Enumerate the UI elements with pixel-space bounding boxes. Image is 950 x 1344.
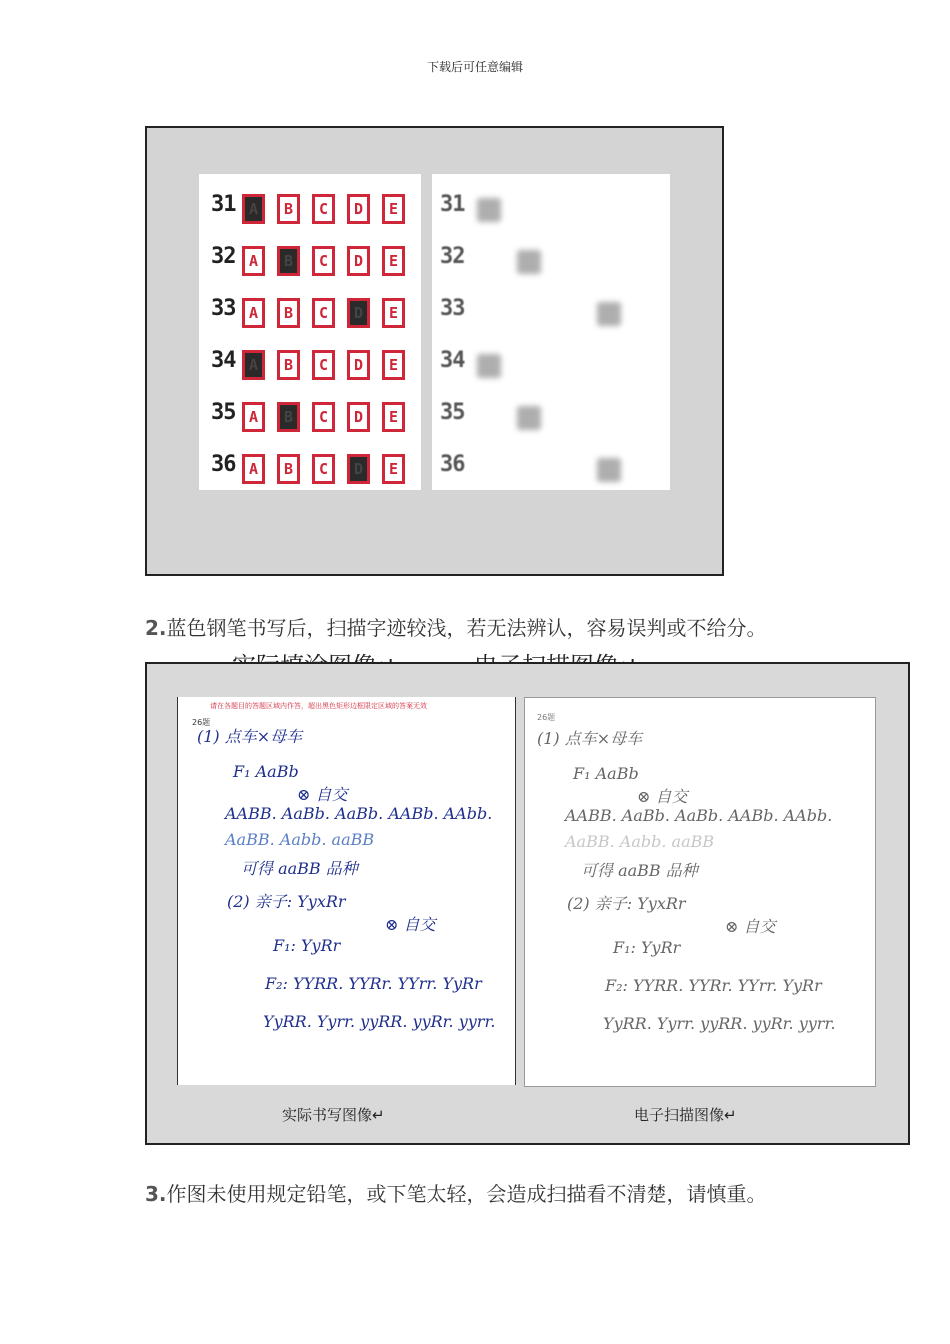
paragraph-2 [145,612,767,641]
answer-bubble: D [347,402,370,432]
handwriting-line: F₁ AaBb [233,762,299,781]
answer-bubble: C [312,350,335,380]
question-number: 36 [211,452,236,477]
warning-text: 请在各题目的答题区域内作答，超出黑色矩形边框限定区域的答案无效 [210,702,427,710]
handwriting-line: YyRR. Yyrr. yyRR. yyRr. yyrr. [263,1012,496,1031]
scanned-mark [597,458,621,482]
figure-handwriting [145,662,910,1145]
answer-bubble: B [277,454,300,484]
answer-bubble: E [382,194,405,224]
handwriting-line: (1) 点车×母车 [197,727,303,746]
scanned-question-number: 34 [440,348,465,373]
handwriting-line: F₁: YyRr [273,936,341,955]
answer-bubble: E [382,454,405,484]
scanned-handwriting-line: F₁: YyRr [613,938,681,957]
answer-bubble: D [347,194,370,224]
scanned-question-number: 33 [440,296,465,321]
answer-bubble: C [312,298,335,328]
scanned-handwriting-line: 可得 aaBB 品种 [581,861,698,880]
scanned-handwriting-line: (2) 亲子: YyxRr [567,894,686,913]
question-tag: 26题 [192,718,211,727]
paragraph-text: 蓝色钢笔书写后，扫描字迹较浅，若无法辨认，容易误判或不给分。 [166,616,767,640]
paragraph-number: 2. [145,616,167,640]
answer-bubble: C [312,402,335,432]
scanned-handwriting-line: (1) 点车×母车 [537,729,643,748]
caption-actual-writing: 实际书写图像↵ [282,1106,385,1124]
answer-bubble: C [312,194,335,224]
scanned-handwriting-line: ⊗ 自交 [725,917,776,936]
handwriting-line: AaBB. Aabb. aaBB [225,830,375,849]
answer-bubble: B [277,246,300,276]
paragraph-text: 作图未使用规定铅笔，或下笔太轻，会造成扫描看不清楚，请慎重。 [166,1182,767,1206]
question-number: 31 [211,192,236,217]
page-header: 下载后可任意编辑 [426,60,523,74]
caption-scanned-writing: 电子扫描图像↵ [634,1106,737,1124]
handwriting-line: ⊗ 自交 [385,915,436,934]
answer-bubble: D [347,350,370,380]
handwriting-line: (2) 亲子: YyxRr [227,892,346,911]
paragraph-3 [145,1178,767,1207]
scanned-handwriting-line: YyRR. Yyrr. yyRR. yyRr. yyrr. [603,1014,836,1033]
answer-bubble: A [242,350,265,380]
answer-bubble: D [347,454,370,484]
scanned-mark [517,250,541,274]
scanned-question-number: 31 [440,192,465,217]
scanned-handwriting-line: F₁ AaBb [573,764,639,783]
answer-bubble: B [277,402,300,432]
question-number: 32 [211,244,236,269]
scanned-handwriting-line: AaBB. Aabb. aaBB [565,832,715,851]
scanned-question-number: 32 [440,244,465,269]
scanned-mark [517,406,541,430]
scanned-mark [477,354,501,378]
answer-bubble: D [347,298,370,328]
answer-bubble: A [242,402,265,432]
scanned-question-number: 36 [440,452,465,477]
scanned-mark [597,302,621,326]
scanned-question-number: 35 [440,400,465,425]
paragraph-number: 3. [145,1182,167,1206]
scanned-handwriting-line: ⊗ 自交 [637,787,688,806]
handwriting-line: AABB. AaBb. AaBb. AABb. AAbb. [225,804,493,823]
answer-bubble: B [277,194,300,224]
question-tag-scan: 26题 [537,713,556,722]
answer-bubble: E [382,402,405,432]
scanned-sheet [432,174,670,490]
answer-bubble: A [242,246,265,276]
handwriting-line: 可得 aaBB 品种 [241,859,358,878]
scanned-handwriting-line: AABB. AaBb. AaBb. AABb. AAbb. [565,806,833,825]
handwriting-line: F₂: YYRR. YYRr. YYrr. YyRr [265,974,482,993]
question-number: 34 [211,348,236,373]
answer-bubble: E [382,350,405,380]
answer-bubble: B [277,298,300,328]
handwriting-line: ⊗ 自交 [297,785,348,804]
answer-bubble: A [242,298,265,328]
question-number: 35 [211,400,236,425]
question-number: 33 [211,296,236,321]
answer-bubble: B [277,350,300,380]
answer-bubble: C [312,246,335,276]
answer-bubble: E [382,246,405,276]
answer-bubble: D [347,246,370,276]
scanned-handwriting-line: F₂: YYRR. YYRr. YYrr. YyRr [605,976,822,995]
answer-bubble: A [242,194,265,224]
figure-answer-card [145,126,724,576]
answer-bubble: C [312,454,335,484]
answer-bubble: A [242,454,265,484]
answer-bubble: E [382,298,405,328]
scanned-mark [477,198,501,222]
